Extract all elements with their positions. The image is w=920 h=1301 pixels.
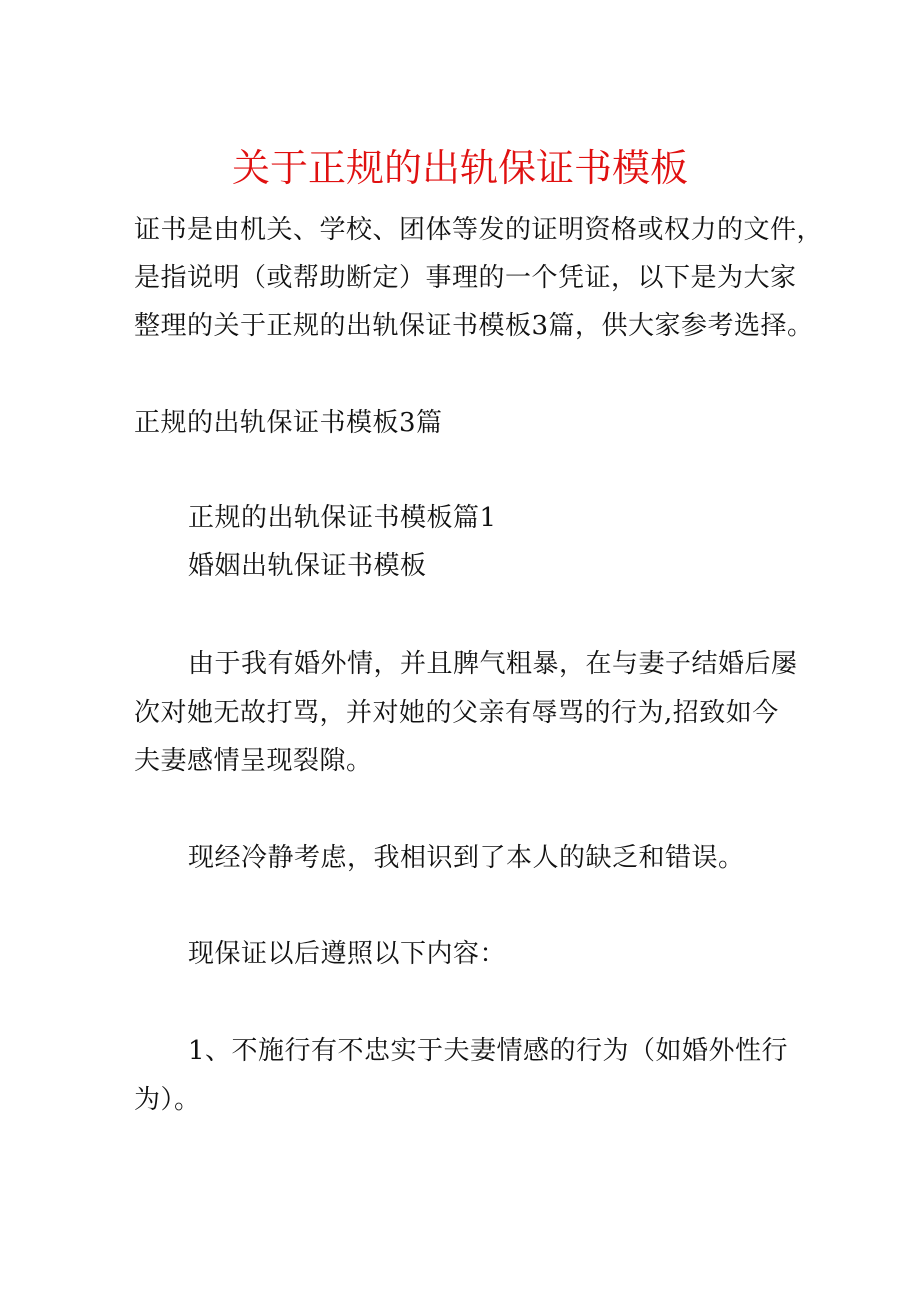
intro-line-2: 是指说明（或帮助断定）事理的一个凭证，以下是为大家 <box>134 263 797 293</box>
section-heading: 正规的出轨保证书模板3篇 <box>134 408 443 438</box>
article-heading: 正规的出轨保证书模板篇1 <box>188 503 497 533</box>
article-subtitle: 婚姻出轨保证书模板 <box>188 551 427 581</box>
paragraph-2: 现经冷静考虑，我相识到了本人的缺乏和错误。 <box>188 843 745 873</box>
paragraph-1-line-3: 夫妻感情呈现裂隙。 <box>134 746 373 776</box>
intro-line-3: 整理的关于正规的出轨保证书模板3篇，供大家参考选择。 <box>134 311 814 341</box>
paragraph-3: 现保证以后遵照以下内容： <box>188 939 507 969</box>
intro-line-1: 证书是由机关、学校、团体等发的证明资格或权力的文件， <box>134 215 824 245</box>
item-1-line-2: 为）。 <box>134 1085 201 1115</box>
document-title: 关于正规的出轨保证书模板 <box>231 146 688 190</box>
paragraph-1-line-2: 次对她无故打骂，并对她的父亲有辱骂的行为,招致如今 <box>134 698 779 728</box>
item-1-line-1: 1、不施行有不忠实于夫妻情感的行为（如婚外性行 <box>188 1036 789 1066</box>
paragraph-1-line-1: 由于我有婚外情，并且脾气粗暴，在与妻子结婚后屡 <box>188 649 798 679</box>
